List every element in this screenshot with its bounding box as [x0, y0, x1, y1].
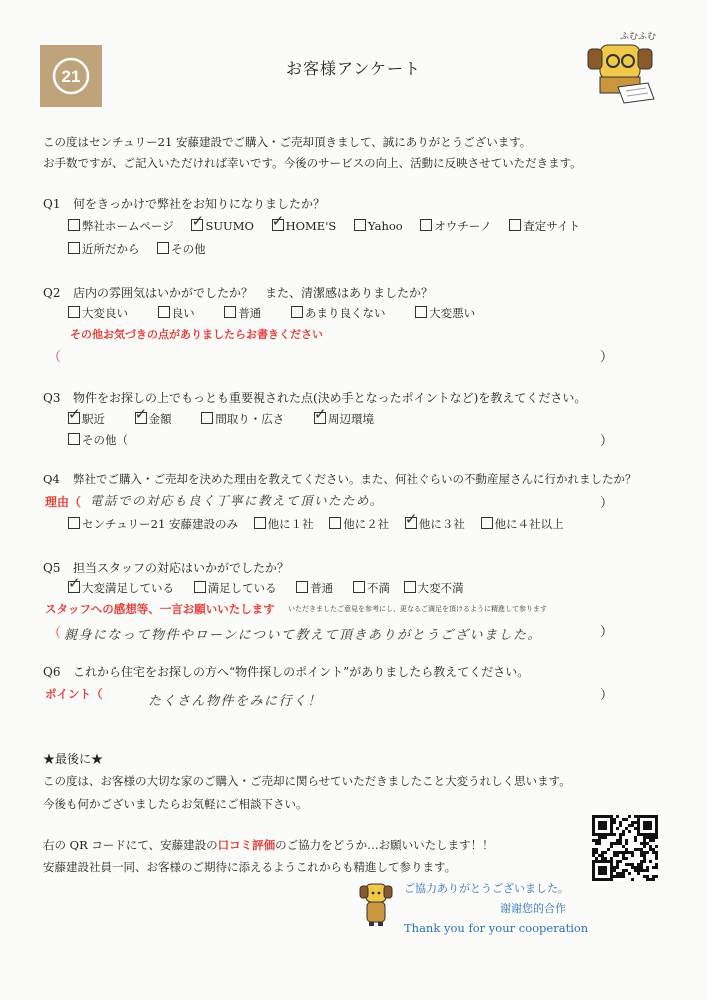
checkbox[interactable]	[68, 517, 80, 529]
q2-option-normal[interactable]: 普通	[224, 305, 261, 321]
q4-reason-label: 理由（	[45, 495, 82, 509]
thanks-chinese: 谢谢您的合作	[500, 902, 566, 915]
q2-option-not-good[interactable]: あまり良くない	[291, 305, 386, 321]
checkbox[interactable]	[353, 581, 365, 593]
q3-close-paren: ）	[600, 434, 614, 449]
qr-code[interactable]	[592, 815, 658, 881]
q1-options-row1	[68, 218, 594, 234]
q2-text: 店内の雰囲気はいかがでしたか？ また、清潔感はありましたか？	[73, 286, 434, 300]
footer-line-4: 安藤建設社員一同、お客様のご期待に添えるようこれからも精進して参ります。	[43, 860, 457, 874]
q6-text: これから住宅をお探しの方へ“物件探しのポイント”がありましたら教えてください。	[73, 665, 530, 679]
qr-line-highlight: 口コミ評価	[217, 838, 276, 852]
checkbox[interactable]	[329, 517, 341, 529]
q4-option-3[interactable]: ✓ 他に３社	[405, 516, 465, 532]
q3-text: 物件をお探しの上でもっとも重要視された点(決め手となったポイントなど)を教えてください。	[73, 391, 587, 405]
q4-option-2[interactable]: 他に２社	[329, 516, 389, 532]
q4-reason-answer[interactable]: 電話での対応も良く丁寧に教えて頂いたため。	[90, 493, 384, 508]
checkbox[interactable]	[354, 219, 366, 231]
q5-option-very-satisfied[interactable]: ✓大変満足している	[68, 580, 174, 596]
q3-option-price[interactable]: ✓ 金額	[135, 411, 172, 427]
checkbox[interactable]	[415, 306, 427, 318]
checkbox-checked[interactable]	[272, 219, 284, 231]
checkbox[interactable]	[509, 219, 521, 231]
svg-text:21: 21	[61, 67, 81, 86]
q4-option-only-us[interactable]: センチュリー21 安藤建設のみ	[68, 516, 238, 532]
qr-line-post: のご協力をどうか…お願いいたします！！	[275, 838, 494, 852]
checkbox[interactable]	[291, 306, 303, 318]
q1-heading	[43, 195, 325, 212]
q2-option-very-good[interactable]: 大変良い	[68, 305, 128, 321]
checkbox[interactable]	[420, 219, 432, 231]
checkbox[interactable]	[68, 306, 80, 318]
checkbox[interactable]	[201, 412, 213, 424]
checkbox[interactable]	[158, 306, 170, 318]
q5-open-paren: （	[48, 626, 62, 641]
q6-heading	[43, 663, 529, 680]
q1-text: 何をきっかけで弊社をお知りになりましたか？	[73, 197, 326, 211]
q5-option-normal[interactable]: 普通	[296, 580, 333, 596]
q4-heading	[43, 471, 637, 487]
q2-heading	[43, 284, 433, 301]
q4-option-1[interactable]: 他に１社	[254, 516, 314, 532]
checkbox[interactable]	[68, 242, 80, 254]
thanks-english: Thank you for your cooperation	[404, 921, 589, 935]
checkbox[interactable]	[481, 517, 493, 529]
checkbox-checked[interactable]	[135, 412, 147, 424]
q1-option-other[interactable]: その他	[157, 241, 206, 257]
q4-options	[68, 516, 564, 532]
intro-line-2: お手数ですが、ご記入いただければ幸いです。今後のサービスの向上、活動に反映させていただきます。	[43, 156, 582, 170]
q4-number: Q4	[43, 472, 60, 486]
q4-option-4plus[interactable]: 他に４社以上	[481, 516, 564, 532]
footer-qr-line	[43, 837, 494, 853]
q6-answer[interactable]: たくさん物件をみに行く！	[148, 694, 323, 709]
q5-number: Q5	[43, 561, 61, 575]
checkbox[interactable]	[68, 219, 80, 231]
q4-text: 弊社でご購入・ご売却を決めた理由を教えてください。また、何社ぐらいの不動産屋さんに行かれましたか？	[73, 472, 637, 486]
checkbox-checked[interactable]	[68, 412, 80, 424]
checkbox[interactable]	[224, 306, 236, 318]
q3-option-other[interactable]: その他（	[68, 432, 128, 448]
checkbox[interactable]	[404, 581, 416, 593]
q5-close-paren: ）	[600, 625, 614, 640]
q5-option-unsatisfied[interactable]: 不満	[353, 580, 390, 596]
q4-close-paren: ）	[600, 496, 614, 511]
q2-options	[68, 305, 489, 321]
q6-number: Q6	[43, 665, 61, 679]
q5-note-small: いただきましたご意見を参考にし、更なるご満足を頂けるように精進して参ります	[288, 605, 547, 613]
checkbox[interactable]	[68, 433, 80, 445]
q1-option-nearby[interactable]: 近所だから	[68, 241, 140, 257]
q2-open-paren: （	[48, 350, 62, 365]
mascot-bowing-illustration	[358, 880, 394, 926]
mascot-reading-illustration	[578, 27, 664, 105]
svg-text:ふむふむ: ふむふむ	[620, 32, 657, 42]
q5-text: 担当スタッフの対応はいかがでしたか？	[73, 561, 290, 575]
q2-option-very-bad[interactable]: 大変悪い	[415, 305, 475, 321]
footer-line-1: この度は、お客様の大切な家のご購入・ご売却に関らせていただきましたこと大変うれしく思います。	[43, 774, 571, 788]
footer-heading: ★最後に★	[43, 752, 104, 766]
q6-label: ポイント（	[45, 687, 103, 701]
checkbox[interactable]	[157, 242, 169, 254]
q1-option-suumo[interactable]: ✓ SUUMO	[191, 219, 253, 233]
q3-heading	[43, 389, 586, 406]
q5-option-very-unsatisfied[interactable]: 大変不満	[404, 580, 464, 596]
q2-option-good[interactable]: 良い	[158, 305, 195, 321]
q1-number: Q1	[43, 197, 61, 211]
checkbox-checked[interactable]	[314, 412, 326, 424]
q5-options	[68, 580, 478, 596]
q6-close-paren: ）	[600, 688, 614, 703]
q1-option-ouchino[interactable]: オウチーノ	[420, 218, 491, 234]
checkbox-checked[interactable]	[405, 517, 417, 529]
q3-option-layout[interactable]: 間取り・広さ	[201, 411, 284, 427]
q2-close-paren: ）	[600, 350, 614, 365]
q3-options	[68, 411, 388, 427]
q1-option-homepage[interactable]: 弊社ホームページ	[68, 218, 174, 234]
q5-note: スタッフへの感想等、一言お願いいたします	[45, 602, 275, 616]
checkbox[interactable]	[194, 581, 206, 593]
thanks-japanese: ご協力ありがとうございました。	[404, 882, 569, 895]
qr-line-pre: 右の QR コードにて、安藤建設の	[43, 838, 218, 852]
checkbox[interactable]	[296, 581, 308, 593]
q2-note: その他お気づきの点がありましたらお書きください	[70, 328, 323, 341]
q2-number: Q2	[43, 286, 61, 300]
checkbox-checked[interactable]	[191, 219, 203, 231]
q5-answer[interactable]: 親身になって物件やローンについて教えて頂きありがとうございました。	[64, 628, 542, 643]
q1-option-yahoo[interactable]: Yahoo	[354, 219, 403, 233]
q1-option-satei[interactable]: 査定サイト	[509, 218, 580, 234]
q1-option-homes[interactable]: ✓ HOME'S	[272, 219, 337, 233]
q3-option-station[interactable]: ✓駅近	[68, 411, 105, 427]
intro-line-1: この度はセンチュリー21 安藤建設でご購入・ご売却頂きまして、誠にありがとうございます。	[43, 135, 532, 149]
q3-option-environment[interactable]: ✓ 周辺環境	[314, 411, 374, 427]
q5-option-satisfied[interactable]: 満足している	[194, 580, 277, 596]
footer-line-2: 今後も何かございましたらお気軽にご相談下さい。	[43, 797, 308, 811]
q3-number: Q3	[43, 391, 61, 405]
page-title: お客様アンケート	[285, 59, 422, 78]
checkbox[interactable]	[254, 517, 266, 529]
checkbox-checked[interactable]	[68, 581, 80, 593]
q1-options-row2	[68, 241, 220, 257]
